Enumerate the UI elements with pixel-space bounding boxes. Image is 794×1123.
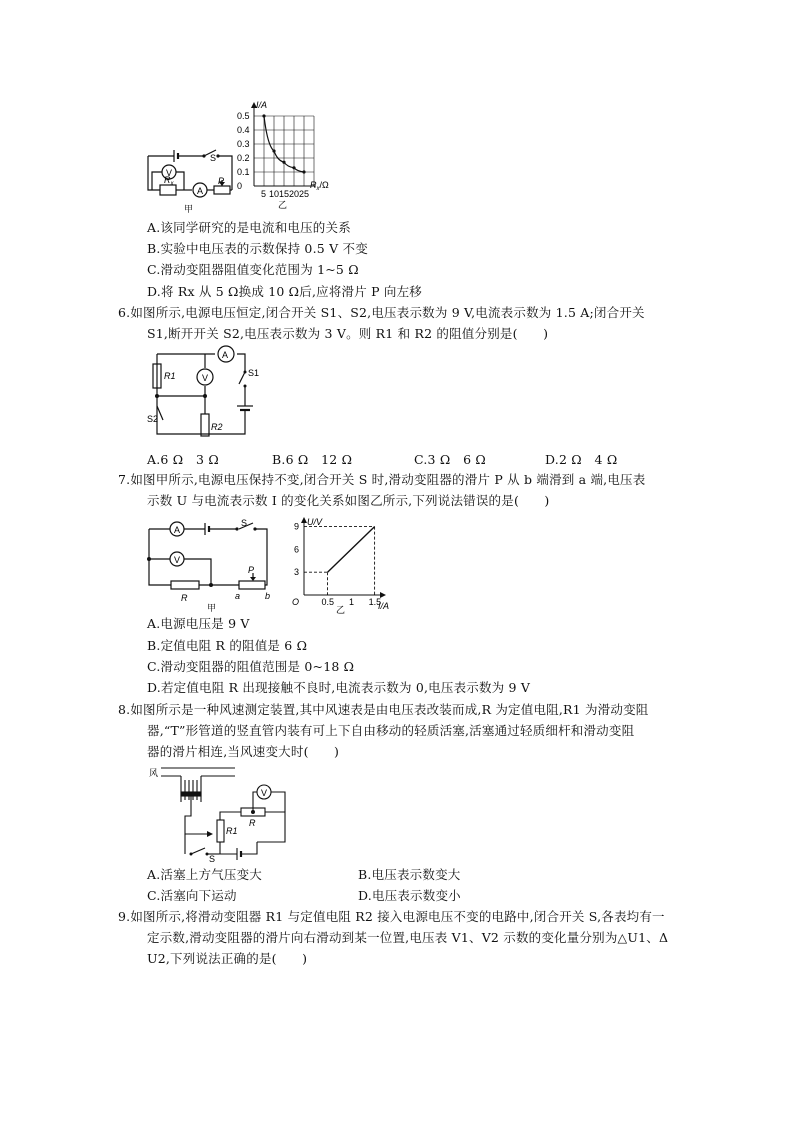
q7-stem-line2: 示数 U 与电流表示数 I 的变化关系如图乙所示,下列说法错误的是( ) bbox=[147, 493, 550, 508]
switch-label: S bbox=[210, 153, 217, 163]
q6-option-b[interactable]: B.6 Ω 12 Ω bbox=[272, 452, 353, 467]
data-point bbox=[272, 149, 275, 152]
y-tick-label: 0 bbox=[237, 181, 243, 191]
x-tick-label: 25 bbox=[299, 189, 310, 199]
q6-option-d[interactable]: D.2 Ω 4 Ω bbox=[545, 452, 618, 467]
q9-stem-line1: 9.如图所示,将滑动变阻器 R1 与定值电阻 R2 接入电源电压不变的电路中,闭合开关 S,各表均有一 bbox=[118, 909, 665, 924]
x-tick-label: 1 bbox=[349, 597, 355, 607]
q5-option-a[interactable]: A.该同学研究的是电流和电压的关系 bbox=[147, 220, 351, 235]
r1-label: R1 bbox=[164, 371, 176, 381]
q6-option-c[interactable]: C.3 Ω 6 Ω bbox=[414, 452, 486, 467]
ammeter-symbol: A bbox=[174, 525, 181, 535]
q7-voltage-current-graph bbox=[284, 515, 396, 615]
y-tick-label: 0.3 bbox=[237, 139, 250, 149]
q8-stem-line2: 器,“T”形管道的竖直管内装有可上下自由移动的轻质活塞,活塞通过轻质细杆和滑动变阻 bbox=[147, 723, 635, 738]
voltmeter-symbol: V bbox=[166, 168, 173, 178]
figure-jia-caption: 甲 bbox=[184, 204, 194, 214]
slider-p-label: P bbox=[218, 176, 225, 186]
q5-current-resistance-graph bbox=[234, 100, 334, 212]
x-tick-label: 10 bbox=[269, 189, 280, 199]
voltmeter-symbol: V bbox=[202, 373, 209, 383]
figure-yi-caption: 乙 bbox=[278, 200, 288, 210]
y-tick-label: 9 bbox=[294, 521, 300, 532]
ammeter-symbol: A bbox=[222, 350, 229, 360]
end-b-label: b bbox=[265, 591, 271, 601]
q7-option-a[interactable]: A.电源电压是 9 V bbox=[147, 616, 250, 631]
q7-option-c[interactable]: C.滑动变阻器的阻值范围是 0~18 Ω bbox=[147, 659, 355, 674]
y-tick-label: 6 bbox=[294, 544, 300, 555]
q8-wind-speed-device-figure bbox=[145, 764, 295, 862]
q6-stem-line1: 6.如图所示,电源电压恒定,闭合开关 S1、S2,电压表示数为 9 V,电流表示数为 1.5 A;闭合开关 bbox=[118, 305, 645, 320]
q5-option-b[interactable]: B.实验中电压表的示数保持 0.5 V 不变 bbox=[147, 241, 368, 256]
q7-option-b[interactable]: B.定值电阻 R 的阻值是 6 Ω bbox=[147, 638, 308, 653]
q9-stem-line3: U2,下列说法正确的是( ) bbox=[147, 951, 308, 966]
wind-label: 风 bbox=[149, 768, 159, 778]
uv-line bbox=[328, 527, 375, 573]
x-axis-label: I/A bbox=[378, 601, 390, 611]
y-tick-label: 0.5 bbox=[237, 111, 250, 121]
switch-contact bbox=[202, 154, 205, 157]
y-axis-label: U/V bbox=[307, 517, 323, 527]
figure-jia-caption: 甲 bbox=[207, 603, 217, 613]
data-point bbox=[262, 114, 265, 117]
x-tick-label: 15 bbox=[279, 189, 290, 199]
switch-label: S bbox=[209, 854, 216, 864]
q5-circuit-figure bbox=[140, 138, 243, 216]
q6-option-a[interactable]: A.6 Ω 3 Ω bbox=[147, 452, 219, 467]
q8-stem-line1: 8.如图所示是一种风速测定装置,其中风速表是由电压表改装而成,R 为定值电阻,R1 为滑动变阻 bbox=[118, 702, 649, 717]
switch-contact bbox=[216, 154, 219, 157]
x-tick-label: 1.5 bbox=[368, 597, 382, 607]
s1-label: S1 bbox=[248, 368, 260, 378]
q9-stem-line2: 定示数,滑动变阻器的滑片向右滑动到某一位置,电压表 V1、V2 示数的变化量分别为△U1、Δ bbox=[147, 930, 669, 945]
q5-option-c[interactable]: C.滑动变阻器阻值变化范围为 1~5 Ω bbox=[147, 262, 359, 277]
q8-option-a[interactable]: A.活塞上方气压变大 bbox=[147, 867, 263, 882]
q8-option-c[interactable]: C.活塞向下运动 bbox=[147, 888, 237, 903]
ammeter-symbol: A bbox=[197, 186, 204, 196]
s2-label: S2 bbox=[147, 414, 159, 424]
resistor-r-label: R bbox=[181, 593, 188, 603]
x-tick-label: 20 bbox=[289, 189, 300, 199]
switch-label: S bbox=[241, 518, 248, 528]
y-axis-label: I/A bbox=[256, 100, 268, 110]
q7-option-d[interactable]: D.若定值电阻 R 出现接触不良时,电流表示数为 0,电压表示数为 9 V bbox=[147, 680, 531, 695]
origin-label: O bbox=[292, 597, 300, 607]
x-tick-label: 5 bbox=[261, 189, 267, 199]
x-tick-label: 0.5 bbox=[321, 597, 335, 607]
rx-label: $R_x$ bbox=[164, 175, 174, 187]
q7-circuit-figure bbox=[145, 515, 275, 613]
slider-p-label: P bbox=[248, 565, 255, 575]
q7-stem-line1: 7.如图甲所示,电源电压保持不变,闭合开关 S 时,滑动变阻器的滑片 P 从 b 端滑到 a 端,电压表 bbox=[118, 472, 646, 487]
q6-stem-line2: S1,断开开关 S2,电压表示数为 3 V。则 R1 和 R2 的阻值分别是( ) bbox=[147, 326, 549, 341]
x-axis-label: $R_x/\Omega$ bbox=[310, 180, 329, 192]
data-point bbox=[292, 166, 295, 169]
y-tick-label: 0.2 bbox=[237, 153, 250, 163]
end-a-label: a bbox=[235, 591, 241, 601]
y-tick-label: 0.4 bbox=[237, 125, 250, 135]
y-tick-label: 3 bbox=[294, 567, 300, 578]
voltmeter-symbol: V bbox=[261, 788, 268, 798]
r1-label: R1 bbox=[226, 826, 238, 836]
y-tick-label: 0.1 bbox=[237, 167, 250, 177]
data-point bbox=[302, 170, 305, 173]
voltmeter-symbol: V bbox=[174, 555, 181, 565]
q8-option-b[interactable]: B.电压表示数变大 bbox=[358, 867, 461, 882]
q5-option-d[interactable]: D.将 Rx 从 5 Ω换成 10 Ω后,应将滑片 P 向左移 bbox=[147, 284, 422, 299]
r-label: R bbox=[249, 818, 256, 828]
q8-option-d[interactable]: D.电压表示数变小 bbox=[358, 888, 461, 903]
q8-stem-line3: 器的滑片相连,当风速变大时( ) bbox=[147, 744, 340, 759]
figure-yi-caption: 乙 bbox=[336, 605, 346, 615]
r2-label: R2 bbox=[211, 422, 223, 432]
data-point bbox=[282, 161, 285, 164]
q6-circuit-figure bbox=[145, 346, 260, 442]
